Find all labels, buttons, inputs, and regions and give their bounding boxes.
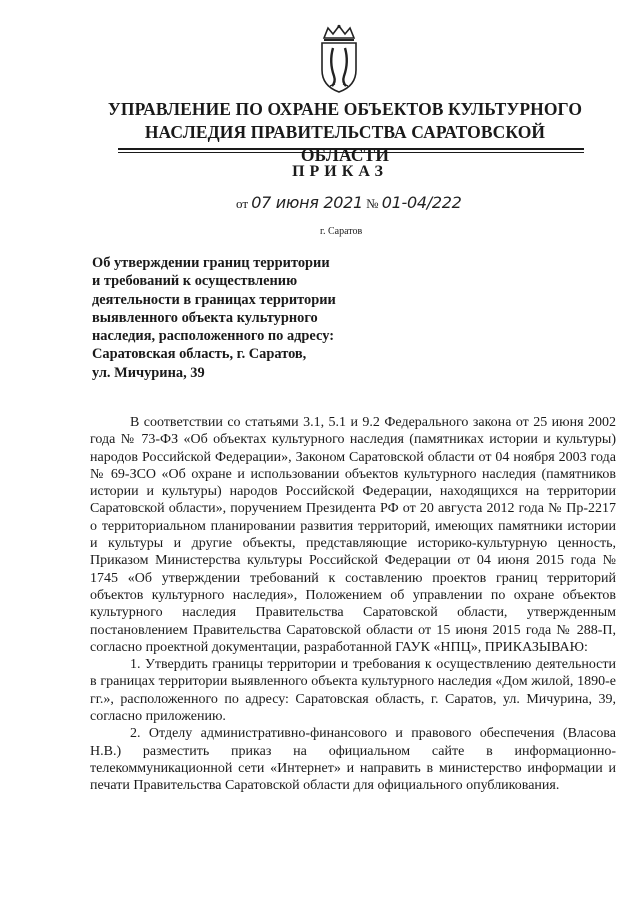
from-label: от xyxy=(236,196,249,211)
subject-line: ул. Мичурина, 39 xyxy=(92,364,205,381)
order-date: 07 июня 2021 xyxy=(251,193,363,212)
saratov-coat-of-arms-icon xyxy=(316,24,362,94)
subject-line: выявленного объекта культурного xyxy=(92,309,318,326)
order-city: г. Саратов xyxy=(320,226,363,237)
authority-line-2: НАСЛЕДИЯ ПРАВИТЕЛЬСТВА САРАТОВСКОЙ ОБЛАСТИ xyxy=(144,122,546,165)
number-label: № xyxy=(366,196,379,211)
subject-line: деятельности в границах территории xyxy=(92,291,336,308)
order-item-2: 2. Отделу административно-финансового и правового обеспечения (Власова Н.В.) разместить приказ на официальном сайте в информационно-телекоммуникационной сети «Интернет» и направить в министерство информации и печати Правительства Саратовской области для официального опубликования. xyxy=(90,726,616,794)
order-item-1: 1. Утвердить границы территории и требования к осуществлению деятельности в границах территории выявленного объекта культурного наследия «Дом жилой, 1890-е гг.», расположенного по адресу: Саратовская область, г. Саратов, ул. Мичурина, 39, согласно приложению. xyxy=(90,657,616,725)
subject-line: и требований к осуществлению xyxy=(92,273,298,290)
order-date-number xyxy=(236,193,462,212)
subject-line: Об утверждении границ территории xyxy=(92,255,330,271)
order-number: 01-04/222 xyxy=(381,193,462,212)
subject-line: наследия, расположенного по адресу: xyxy=(92,328,334,345)
header-rule-thick xyxy=(118,148,584,150)
document-title: ПРИКАЗ xyxy=(292,163,388,180)
issuing-authority xyxy=(100,98,590,167)
authority-line-1: УПРАВЛЕНИЕ ПО ОХРАНЕ ОБЪЕКТОВ КУЛЬТУРНОГО xyxy=(107,99,583,119)
preamble-paragraph: В соответствии со статьями 3.1, 5.1 и 9.2 Федерального закона от 25 июня 2002 года № 73-ФЗ «Об объектах культурного наследия (памятниках истории и культуры) народов Российской Федерации», Законом Саратовской области от 04 ноября 2003 года № 69-ЗСО «Об охране и использовании объектов культурного наследия (памятников истории и культуры) народов Российской Федерации, находящихся на территории Саратовской области», поручением Президента РФ от 20 августа 2012 года № Пр-2217 о территориальном планировании развития территорий, имеющих памятники истории и культуры и другие объекты, представляющие историко-культурную ценность, Приказом Министерства культуры Российской Федерации от 04 июня 2015 года № 1745 «Об утверждении требований к составлению проектов границ территорий объектов культурного наследия», Положением об управлении по охране объектов культурного наследия Правительства Саратовской области, утвержденным постановлением Правительства Саратовской области от 15 июня 2015 года № 288-П, согласно проектной документации, разработанной ГАУК «НПЦ», ПРИКАЗЫВАЮ: xyxy=(90,415,616,655)
subject-line: Саратовская область, г. Саратов, xyxy=(92,346,307,363)
order-body xyxy=(90,414,616,795)
header-rule-thin xyxy=(118,152,584,153)
order-subject xyxy=(92,254,392,382)
